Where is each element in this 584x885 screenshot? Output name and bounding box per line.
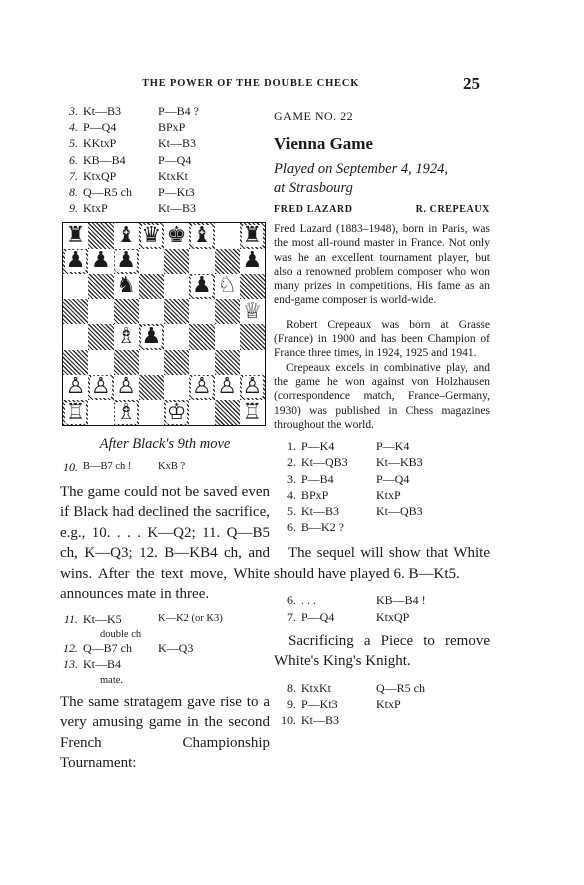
- move-row: [60, 640, 270, 656]
- move-row: [278, 696, 490, 712]
- square-a5: [63, 299, 88, 324]
- chess-piece-icon: ♚: [166, 222, 187, 248]
- white-move: KtxKt: [301, 681, 331, 696]
- move-number: 1.: [287, 439, 296, 454]
- square-a6: [63, 274, 88, 299]
- chess-piece-icon: ♟: [242, 248, 263, 274]
- chess-piece-icon: ♘: [217, 273, 237, 299]
- square-b2: [88, 375, 113, 400]
- move-row: [60, 168, 270, 184]
- move-number: 3.: [287, 471, 296, 486]
- page-number: 25: [463, 74, 480, 93]
- chess-piece-icon: ♟: [141, 323, 162, 349]
- square-a3: [63, 350, 88, 375]
- annotation-text: double ch: [100, 629, 142, 641]
- chess-piece-icon: ♝: [192, 222, 212, 248]
- chess-piece-icon: ♕: [242, 298, 263, 324]
- square-e8: [164, 223, 189, 248]
- move-row: [278, 519, 490, 535]
- square-c3: [114, 350, 139, 375]
- commentary-paragraph-2: The same stratagem gave rise to a very amusing game in the second French Championship Tournament:: [60, 693, 270, 772]
- white-move: Kt—QB3: [301, 455, 348, 470]
- square-d2: [139, 375, 164, 400]
- black-move: P—K4: [376, 439, 410, 454]
- move-row: [60, 656, 270, 672]
- white-move: Kt—B3: [301, 713, 340, 728]
- square-h8: [240, 223, 265, 248]
- square-d3: [139, 350, 164, 375]
- square-h6: [240, 274, 265, 299]
- white-move: KKtxP: [83, 136, 117, 151]
- black-move: KtxKt: [158, 168, 188, 183]
- bio-lazard: Fred Lazard (1883–1948), born in Paris, was the most all-round master in France. Not only was he an excellent tournament player, but also a renowned problem composer who won many prizes in competitions. His fame as an end-game composer is world-wide.: [274, 223, 490, 307]
- chess-piece-icon: ♟: [65, 248, 86, 274]
- chess-piece-icon: ♙: [91, 374, 111, 400]
- white-move: Kt—B3: [301, 503, 340, 518]
- move-row: [60, 135, 270, 151]
- square-f7: [189, 249, 214, 274]
- square-g3: [215, 350, 240, 375]
- black-move: Kt—QB3: [376, 503, 423, 518]
- square-d6: [139, 274, 164, 299]
- black-move: Q—R5 ch: [376, 681, 425, 696]
- chess-piece-icon: ♔: [166, 399, 187, 425]
- square-h5: [240, 299, 265, 324]
- opening-title: Vienna Game: [274, 134, 374, 153]
- white-move: B—B7 ch !: [83, 461, 132, 473]
- black-move: P—Kt3: [158, 184, 195, 199]
- move-annotation: [60, 627, 270, 640]
- black-move: Kt—KB3: [376, 455, 423, 470]
- square-h1: [240, 400, 265, 425]
- game-number: GAME NO. 22: [274, 109, 354, 123]
- white-move: P—B4: [301, 471, 334, 486]
- move-row: [60, 459, 270, 475]
- move-row: [278, 471, 490, 487]
- move-row: [278, 609, 490, 625]
- black-move: KtxP: [376, 697, 401, 712]
- chess-piece-icon: ♙: [217, 374, 237, 400]
- square-c8: [114, 223, 139, 248]
- square-h3: [240, 350, 265, 375]
- chess-piece-icon: ♟: [91, 248, 111, 274]
- square-a8: [63, 223, 88, 248]
- chess-piece-icon: ♙: [65, 374, 86, 400]
- move-row: [60, 611, 270, 627]
- square-e4: [164, 324, 189, 349]
- players-line: [274, 204, 490, 218]
- white-player: FRED LAZARD: [274, 204, 353, 215]
- chess-piece-icon: ♙: [192, 374, 212, 400]
- square-b6: [88, 274, 113, 299]
- move-number: 4.: [69, 120, 78, 135]
- square-d1: [139, 400, 164, 425]
- square-a1: [63, 400, 88, 425]
- square-e5: [164, 299, 189, 324]
- square-e3: [164, 350, 189, 375]
- move-row: [60, 103, 270, 119]
- move-number: 6.: [287, 520, 296, 535]
- square-d8: [139, 223, 164, 248]
- move-number: 4.: [287, 487, 296, 502]
- chess-piece-icon: ♟: [192, 273, 212, 299]
- black-move: KtxP: [376, 487, 401, 502]
- square-g6: [215, 274, 240, 299]
- sacrifice-paragraph: Sacrificing a Piece to remove White's King's Knight.: [274, 632, 490, 670]
- chess-piece-icon: ♖: [65, 399, 86, 425]
- move-list-top: [60, 103, 270, 216]
- square-d4: [139, 324, 164, 349]
- running-head: THE POWER OF THE DOUBLE CHECK: [142, 78, 360, 89]
- chess-diagram: [62, 222, 266, 426]
- white-move: . . .: [301, 593, 316, 608]
- square-c5: [114, 299, 139, 324]
- black-move: K—K2 (or K3): [158, 613, 223, 625]
- move-number: 10.: [281, 713, 296, 728]
- move-row: [278, 503, 490, 519]
- black-move: KtxQP: [376, 609, 410, 624]
- move-row: [278, 712, 490, 728]
- move-number: 3.: [69, 104, 78, 118]
- square-e6: [164, 274, 189, 299]
- diagram-caption: After Black's 9th move: [99, 436, 231, 453]
- right-column: [274, 103, 490, 729]
- square-a4: [63, 324, 88, 349]
- white-move: Kt—B4: [83, 657, 122, 672]
- move-number: 12.: [63, 641, 78, 656]
- black-move: Kt—B3: [158, 201, 197, 216]
- square-f4: [189, 324, 214, 349]
- square-b5: [88, 299, 113, 324]
- white-move: KB—B4: [83, 152, 126, 167]
- square-g4: [215, 324, 240, 349]
- white-move: Kt—K5: [83, 612, 122, 627]
- move-row: [60, 184, 270, 200]
- square-b4: [88, 324, 113, 349]
- page-header: [0, 76, 584, 96]
- move-row: [278, 454, 490, 470]
- black-move: KB—B4 !: [376, 593, 426, 608]
- bio-crepeaux-2: Crepeaux excels in combinative play, and the game he won against von Holzhausen (correspondence match, France–Germany, 1930) was published in Chess magazines throughout the world.: [274, 361, 490, 431]
- bio-crepeaux: Robert Crepeaux was born at Grasse (France) in 1900 and has been Champion of France three times, in 1924, 1925 and 1941.: [274, 318, 490, 360]
- square-f5: [189, 299, 214, 324]
- square-c7: [114, 249, 139, 274]
- chess-piece-icon: ♙: [242, 374, 263, 400]
- square-b8: [88, 223, 113, 248]
- chess-piece-icon: ♖: [242, 399, 263, 425]
- square-h2: [240, 375, 265, 400]
- white-move: Q—B7 ch: [83, 641, 132, 656]
- left-column: [60, 103, 270, 774]
- move-row: [278, 592, 490, 608]
- square-e7: [164, 249, 189, 274]
- sequel-paragraph: The sequel will show that White should have played 6. B—Kt5.: [274, 545, 490, 582]
- square-f3: [189, 350, 214, 375]
- white-move: KtxP: [83, 201, 108, 216]
- square-b3: [88, 350, 113, 375]
- chess-piece-icon: ♜: [65, 222, 86, 248]
- square-g7: [215, 249, 240, 274]
- move-number: 5.: [287, 503, 296, 518]
- black-move: K—Q3: [158, 641, 194, 656]
- mate-sequence: [60, 611, 270, 686]
- square-a7: [63, 249, 88, 274]
- square-f8: [189, 223, 214, 248]
- white-move: P—Kt3: [301, 697, 338, 712]
- move-number: 10.: [63, 460, 78, 475]
- chess-piece-icon: ♝: [116, 222, 136, 248]
- square-e1: [164, 400, 189, 425]
- move-row: [278, 438, 490, 454]
- move-number: 11.: [63, 612, 78, 627]
- square-g2: [215, 375, 240, 400]
- square-b7: [88, 249, 113, 274]
- move-number: 6.: [69, 152, 78, 167]
- chess-piece-icon: ♜: [242, 222, 263, 248]
- chess-piece-icon: ♛: [141, 222, 162, 248]
- commentary-paragraph: The game could not be saved even if Black had declined the sacrifice, e.g., 10. . . . K—Q2; 11. Q—B5 ch, K—Q3; 12. B—KB4 ch, and wins. After the text move, White announces mate in three.: [60, 483, 270, 603]
- chess-piece-icon: ♟: [116, 248, 136, 274]
- move-row: [60, 200, 270, 216]
- move-row: [60, 119, 270, 135]
- move-row: [278, 487, 490, 503]
- move-number: 13.: [63, 657, 78, 672]
- square-c6: [114, 274, 139, 299]
- black-move: P—Q4: [376, 471, 410, 486]
- black-move: KxB ?: [158, 461, 186, 473]
- move-annotation: [60, 673, 270, 686]
- played-line-2: at Strasbourg: [274, 180, 353, 196]
- square-b1: [88, 400, 113, 425]
- opening-moves: [278, 438, 490, 535]
- square-h4: [240, 324, 265, 349]
- move-number: 8.: [287, 681, 296, 696]
- white-move: BPxP: [301, 487, 329, 502]
- square-a2: [63, 375, 88, 400]
- move-row: [60, 152, 270, 168]
- square-d5: [139, 299, 164, 324]
- move-number: 7.: [287, 609, 296, 624]
- square-c4: [114, 324, 139, 349]
- move-number: 6.: [287, 593, 296, 608]
- chess-piece-icon: ♗: [116, 399, 136, 425]
- square-h7: [240, 249, 265, 274]
- move-row: [278, 680, 490, 696]
- square-d7: [139, 249, 164, 274]
- move-number: 2.: [287, 455, 296, 470]
- white-move: Q—R5 ch: [83, 184, 132, 199]
- white-move: Kt—B3: [83, 104, 122, 118]
- white-move: P—K4: [301, 439, 335, 454]
- square-e2: [164, 375, 189, 400]
- white-move: P—Q4: [301, 609, 335, 624]
- black-move: P—Q4: [158, 152, 192, 167]
- square-f2: [189, 375, 214, 400]
- final-moves: [278, 680, 490, 729]
- black-move: P—B4 ?: [158, 104, 200, 118]
- move-number: 9.: [69, 201, 78, 216]
- move-10: [60, 459, 270, 475]
- square-f1: [189, 400, 214, 425]
- white-move: P—Q4: [83, 120, 117, 135]
- annotation-text: mate.: [100, 674, 124, 686]
- black-player: R. CREPEAUX: [415, 204, 490, 215]
- square-g8: [215, 223, 240, 248]
- square-g5: [215, 299, 240, 324]
- move-number: 7.: [69, 168, 78, 183]
- square-g1: [215, 400, 240, 425]
- square-c1: [114, 400, 139, 425]
- black-move: BPxP: [158, 120, 186, 135]
- square-c2: [114, 375, 139, 400]
- square-f6: [189, 274, 214, 299]
- board-grid: [63, 223, 265, 425]
- white-move: KtxQP: [83, 168, 117, 183]
- played-line-1: Played on September 4, 1924,: [274, 161, 448, 177]
- game-date-place: [274, 160, 490, 198]
- move-number: 9.: [287, 697, 296, 712]
- white-move: B—K2 ?: [301, 520, 344, 535]
- chess-piece-icon: ♞: [116, 273, 136, 299]
- move-number: 5.: [69, 136, 78, 151]
- chess-piece-icon: ♙: [116, 374, 136, 400]
- middle-moves: [278, 592, 490, 624]
- move-number: 8.: [69, 184, 78, 199]
- chess-piece-icon: ♗: [116, 323, 136, 349]
- black-move: Kt—B3: [158, 136, 197, 151]
